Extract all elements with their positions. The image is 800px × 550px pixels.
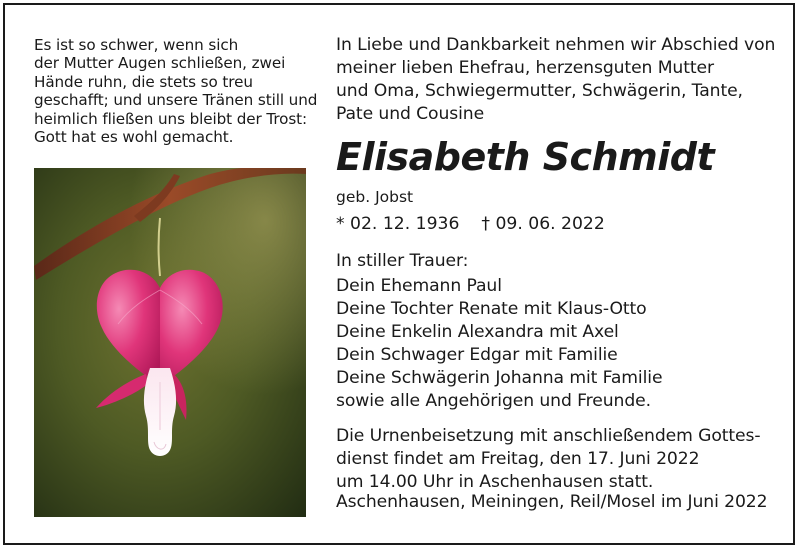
life-dates	[336, 214, 605, 234]
funeral-line: um 14.00 Uhr in Aschenhausen statt.	[336, 472, 654, 492]
bleeding-heart-flower-photo	[34, 168, 306, 517]
mourners-list	[336, 250, 662, 413]
funeral-details	[336, 425, 760, 494]
intro-line: In Liebe und Dankbarkeit nehmen wir Abschied von	[336, 35, 776, 55]
mourner-line: Deine Enkelin Alexandra mit Axel	[336, 322, 619, 342]
poem-line: der Mutter Augen schließen, zwei	[34, 54, 286, 73]
mourner-line: sowie alle Angehörigen und Freunde.	[336, 391, 651, 411]
intro-line: und Oma, Schwiegermutter, Schwägerin, Tante,	[336, 81, 743, 101]
funeral-line: Die Urnenbeisetzung mit anschließendem Gottes-	[336, 426, 761, 446]
deceased-name: Elisabeth Schmidt	[336, 135, 715, 179]
place-and-date: Aschenhausen, Meiningen, Reil/Mosel im Juni 2022	[336, 492, 768, 512]
mourner-line: Dein Ehemann Paul	[336, 276, 502, 296]
poem-line: Hände ruhn, die stets so treu	[34, 72, 253, 91]
birth-name: geb. Jobst	[336, 188, 414, 206]
mourners-heading: In stiller Trauer:	[336, 251, 469, 271]
mourner-line: Deine Schwägerin Johanna mit Familie	[336, 368, 663, 388]
intro-line: Pate und Cousine	[336, 104, 485, 124]
poem-line: geschafft; und unsere Tränen still und	[34, 91, 318, 110]
intro-text	[336, 34, 775, 126]
death-date: † 09. 06. 2022	[481, 214, 605, 234]
mourner-line: Dein Schwager Edgar mit Familie	[336, 345, 618, 365]
mourner-line: Deine Tochter Renate mit Klaus-Otto	[336, 299, 647, 319]
intro-line: meiner lieben Ehefrau, herzensguten Mutter	[336, 58, 714, 78]
poem-line: Gott hat es wohl gemacht.	[34, 128, 234, 147]
poem-line: Es ist so schwer, wenn sich	[34, 36, 239, 54]
poem-block	[34, 36, 318, 147]
poem-line: heimlich fließen uns bleibt der Trost:	[34, 109, 308, 128]
funeral-line: dienst findet am Freitag, den 17. Juni 2022	[336, 449, 700, 469]
birth-date: * 02. 12. 1936	[336, 214, 460, 234]
